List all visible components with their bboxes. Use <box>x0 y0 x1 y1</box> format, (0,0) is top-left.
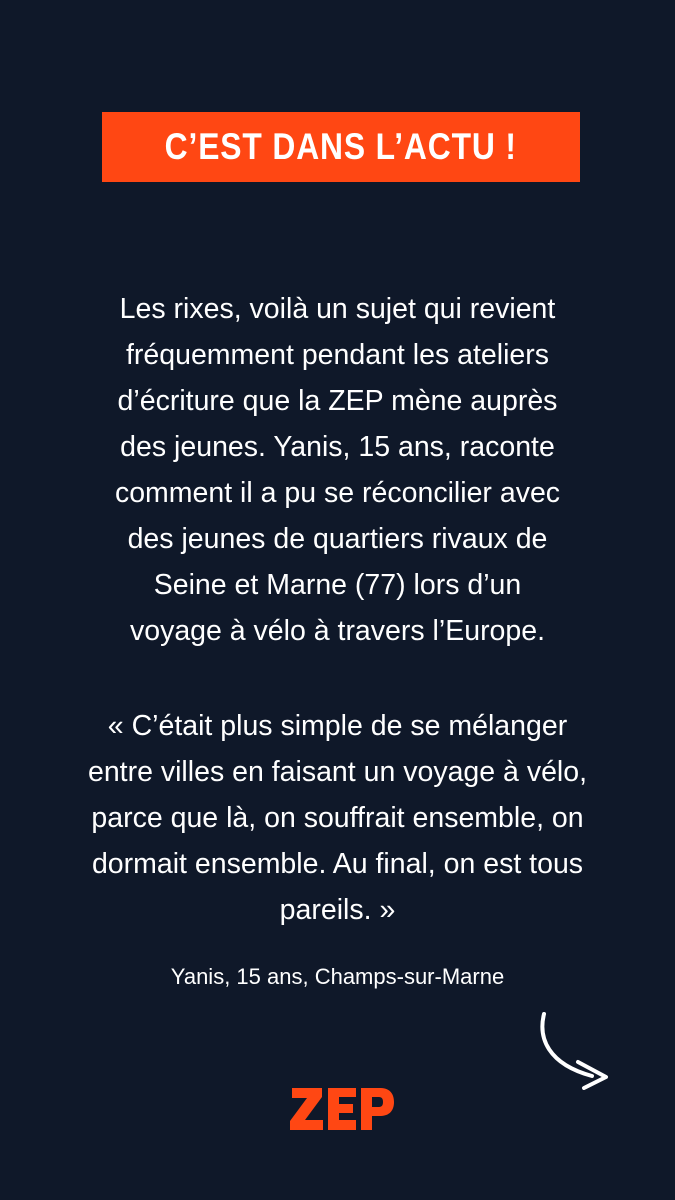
banner-title: C’EST DANS L’ACTU ! <box>164 126 518 167</box>
quote-line: parce que là, on souffrait ensemble, on <box>91 802 584 834</box>
quote-line: dormait ensemble. Au final, on est tous <box>91 848 584 880</box>
intro-line: des jeunes. Yanis, 15 ans, raconte <box>120 431 555 463</box>
quote-line: entre villes en faisant un voyage à vélo, <box>87 756 588 788</box>
title-banner <box>102 112 580 182</box>
intro-line: Seine et Marne (77) lors d’un <box>153 569 522 601</box>
quote-paragraph <box>30 703 645 933</box>
quote-line: pareils. » <box>279 894 396 926</box>
intro-line: comment il a pu se réconcilier avec <box>114 477 561 509</box>
curved-arrow-icon <box>536 1008 614 1090</box>
intro-line: d’écriture que la ZEP mène auprès <box>117 385 558 417</box>
intro-line: voyage à vélo à travers l’Europe. <box>129 615 546 647</box>
quote-signature: Yanis, 15 ans, Champs-sur-Marne <box>170 964 505 989</box>
zep-logo <box>290 1084 394 1134</box>
intro-line: des jeunes de quartiers rivaux de <box>127 523 548 555</box>
intro-line: fréquemment pendant les ateliers <box>126 339 549 371</box>
quote-line: « C’était plus simple de se mélanger <box>107 710 568 742</box>
intro-line: Les rixes, voilà un sujet qui revient <box>119 293 556 325</box>
intro-paragraph <box>40 286 635 654</box>
